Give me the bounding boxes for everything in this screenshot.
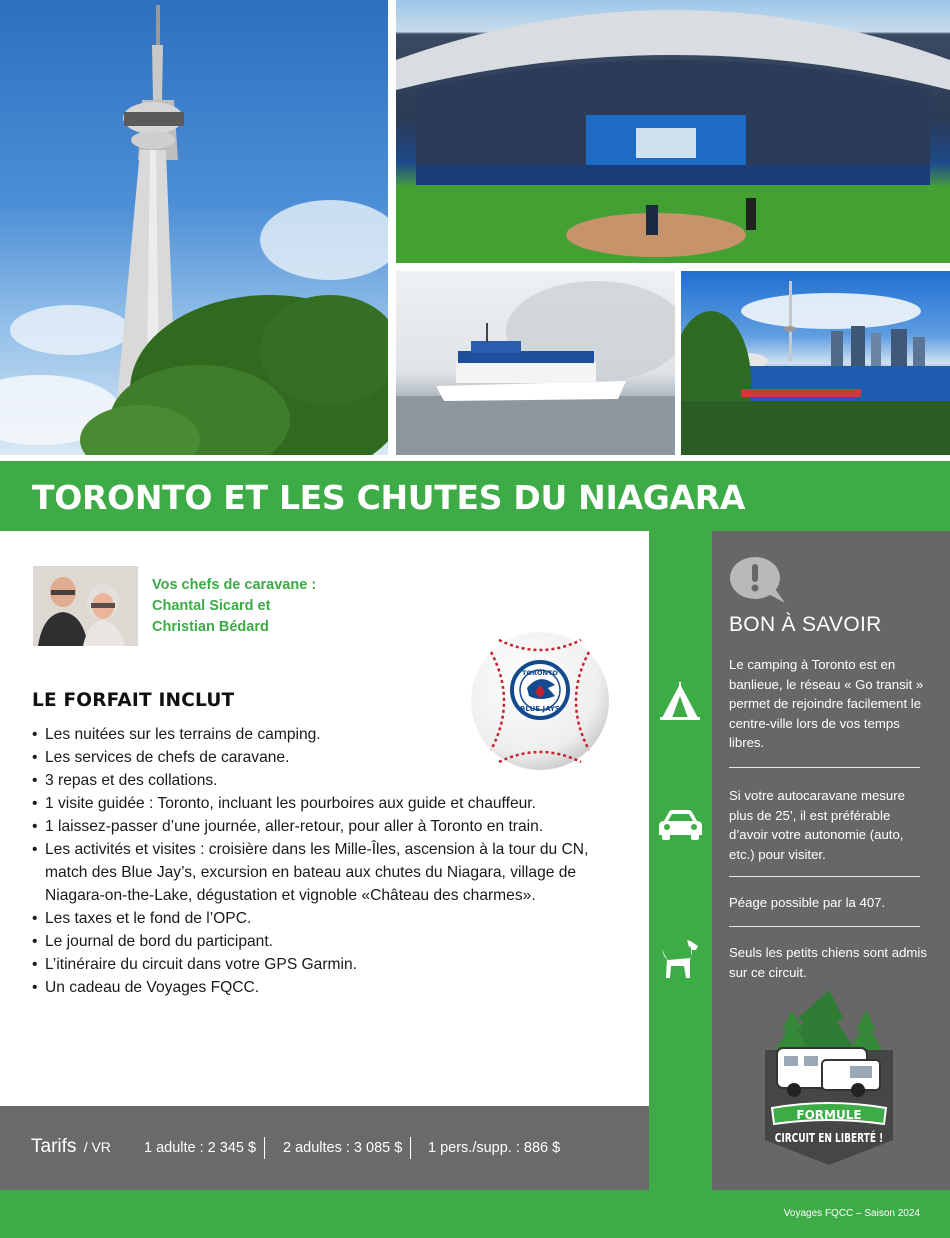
info-vehicle: Si votre autocaravane mesure plus de 25’, il est préférable d’avoir votre autonomie (auto, etc.) pour visiter. — [729, 788, 905, 862]
stadium-photo — [396, 0, 950, 263]
badge-line1: FORMULE — [796, 1108, 862, 1122]
info-divider — [729, 767, 920, 768]
toronto-skyline-photo — [681, 271, 950, 455]
list-item: • Les activités et visites : croisière dans les Mille-Îles, ascension à la tour du CN, match des Blue Jay’s, excursion en bateau aux chutes du Niagara, village de Niagara-on-the-Lake, dégustation et vignoble «Château des charmes». — [32, 838, 622, 907]
leaders-photo — [33, 566, 138, 646]
info-divider — [729, 926, 920, 927]
list-item: • Les taxes et le fond de l’OPC. — [32, 907, 622, 930]
logo-top-text: TORONTO — [522, 669, 558, 677]
info-camping: Le camping à Toronto est en banlieue, le réseau « Go transit » permet de rejoindre facilement le centre-ville lors de vos temps libres. — [729, 657, 924, 750]
logo-bottom-text: BLUE JAYS — [520, 705, 560, 713]
leaders-names-1: Chantal Sicard et — [152, 598, 271, 614]
tent-icon — [660, 682, 700, 720]
list-item: • Les services de chefs de caravane. — [32, 746, 622, 769]
leaders-names-2: Christian Bédard — [152, 619, 269, 635]
list-item: • L’itinéraire du circuit dans votre GPS Garmin. — [32, 953, 622, 976]
car-icon — [658, 809, 703, 841]
list-item: • Le journal de bord du participant. — [32, 930, 622, 953]
badge-line2: CIRCUIT EN LIBERTÉ ! — [774, 1130, 884, 1146]
list-item: • Un cadeau de Voyages FQCC. — [32, 976, 622, 999]
info-divider — [729, 876, 920, 877]
page-title: TORONTO ET LES CHUTES DU NIAGARA — [32, 478, 746, 517]
niagara-boat-photo — [396, 271, 675, 455]
dog-icon — [658, 938, 700, 978]
list-item: • 1 laissez-passer d’une journée, aller-retour, pour aller à Toronto en train. — [32, 815, 622, 838]
footer-text: Voyages FQCC – Saison 2024 — [783, 1208, 920, 1219]
info-toll: Péage possible par la 407. — [729, 895, 886, 910]
price-divider — [264, 1137, 265, 1159]
list-item: • Les nuitées sur les terrains de camping. — [32, 723, 622, 746]
list-item: • 1 visite guidée : Toronto, incluant les pourboires aux guide et chauffeur. — [32, 792, 622, 815]
price-extra-person: 1 pers./supp. : 886 $ — [428, 1140, 561, 1156]
cn-tower-photo — [0, 0, 388, 455]
price-label-text: Tarifs — [31, 1136, 77, 1157]
includes-list — [32, 723, 622, 999]
leaders-info — [152, 575, 352, 638]
circuit-liberte-badge — [762, 990, 896, 1168]
includes-title: LE FORFAIT INCLUT — [32, 690, 235, 711]
exclamation-bubble-icon — [729, 556, 785, 604]
list-item: • 3 repas et des collations. — [32, 769, 622, 792]
price-label-unit: / VR — [83, 1139, 111, 1155]
price-divider — [410, 1137, 411, 1159]
price-two-adults: 2 adultes : 3 085 $ — [283, 1140, 403, 1156]
leaders-label: Vos chefs de caravane : — [152, 577, 317, 593]
price-one-adult: 1 adulte : 2 345 $ — [144, 1140, 257, 1156]
price-label — [31, 1136, 111, 1158]
info-dogs: Seuls les petits chiens sont admis sur ce circuit. — [729, 945, 927, 980]
info-title: BON À SAVOIR — [729, 613, 882, 636]
